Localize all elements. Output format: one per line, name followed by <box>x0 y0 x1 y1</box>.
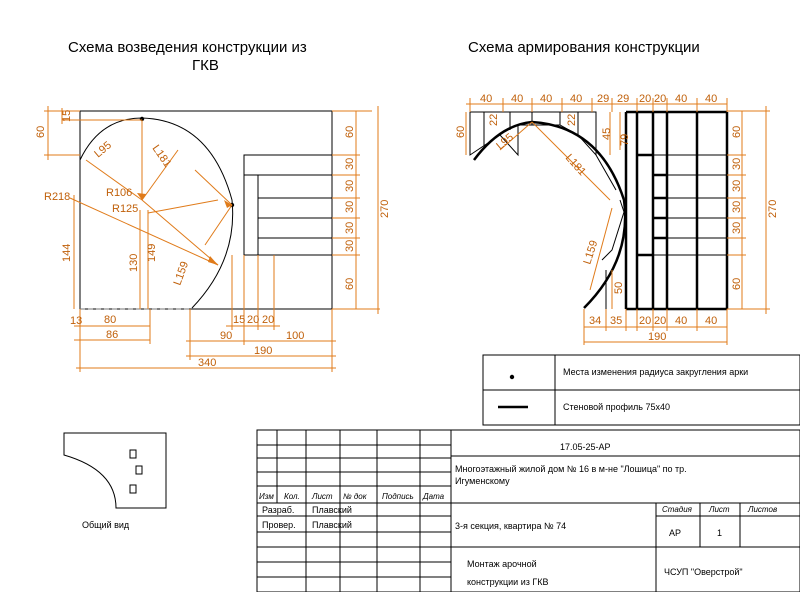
svg-text:29: 29 <box>617 93 630 105</box>
svg-text:270: 270 <box>379 199 391 218</box>
svg-text:45: 45 <box>601 127 613 140</box>
developer-name: Плавский <box>312 505 352 515</box>
svg-text:L95: L95 <box>92 139 114 161</box>
left-title-line1: Схема возведения конструкции из <box>68 39 307 56</box>
svg-text:40: 40 <box>675 315 688 327</box>
svg-text:Подпись: Подпись <box>382 492 414 501</box>
checker-name: Плавский <box>312 520 352 530</box>
svg-text:340: 340 <box>198 357 217 369</box>
svg-text:40: 40 <box>540 93 553 105</box>
svg-text:30: 30 <box>344 239 356 252</box>
svg-text:40: 40 <box>570 93 583 105</box>
svg-text:40: 40 <box>705 93 718 105</box>
legend-dot-icon <box>510 375 514 379</box>
svg-text:30: 30 <box>344 179 356 192</box>
svg-text:L181: L181 <box>149 142 174 170</box>
legend <box>483 355 800 425</box>
svg-text:30: 30 <box>344 157 356 170</box>
title-block <box>257 430 800 592</box>
svg-text:60: 60 <box>35 125 47 138</box>
left-drawing <box>35 106 391 372</box>
svg-text:№ док: № док <box>343 492 367 501</box>
svg-text:144: 144 <box>61 243 73 262</box>
drawing-title-line1: Монтаж арочной <box>467 559 537 569</box>
svg-text:15: 15 <box>233 314 246 326</box>
svg-text:20: 20 <box>654 93 667 105</box>
svg-text:22: 22 <box>566 113 578 126</box>
svg-text:190: 190 <box>648 331 667 343</box>
legend-line-label: Стеновой профиль 75х40 <box>563 402 670 412</box>
svg-text:30: 30 <box>731 157 743 170</box>
svg-text:20: 20 <box>262 314 275 326</box>
svg-text:60: 60 <box>344 125 356 138</box>
svg-text:Лист: Лист <box>312 492 333 501</box>
stage-value: АР <box>669 528 682 538</box>
svg-text:20: 20 <box>247 314 260 326</box>
overview <box>64 433 166 530</box>
svg-text:80: 80 <box>104 314 117 326</box>
svg-text:20: 20 <box>639 93 652 105</box>
svg-text:100: 100 <box>286 330 305 342</box>
svg-text:Кол.: Кол. <box>284 492 300 501</box>
svg-text:Лист: Лист <box>709 505 730 514</box>
svg-text:15: 15 <box>61 109 73 122</box>
svg-text:270: 270 <box>767 199 779 218</box>
svg-text:90: 90 <box>220 330 233 342</box>
svg-text:40: 40 <box>511 93 524 105</box>
svg-text:60: 60 <box>731 125 743 138</box>
section-text: 3-я секция, квартира № 74 <box>455 521 567 531</box>
right-title: Схема армирования конструкции <box>468 39 700 56</box>
svg-text:L159: L159 <box>171 259 192 288</box>
svg-text:190: 190 <box>254 345 273 357</box>
svg-text:30: 30 <box>731 200 743 213</box>
svg-text:22: 22 <box>488 113 500 126</box>
svg-text:60: 60 <box>731 277 743 290</box>
svg-text:13: 13 <box>70 315 83 327</box>
svg-text:Стадия: Стадия <box>662 505 692 514</box>
svg-text:Дата: Дата <box>423 492 445 501</box>
project-line2: Игуменскому <box>455 476 510 486</box>
svg-text:30: 30 <box>731 221 743 234</box>
svg-text:30: 30 <box>344 221 356 234</box>
sheet-value: 1 <box>717 528 723 538</box>
svg-text:Изм: Изм <box>259 492 274 501</box>
svg-text:40: 40 <box>675 93 688 105</box>
svg-text:79: 79 <box>619 133 631 146</box>
svg-text:30: 30 <box>731 179 743 192</box>
svg-text:R218: R218 <box>44 191 71 203</box>
left-dimension-lines <box>44 106 380 372</box>
svg-text:29: 29 <box>597 93 610 105</box>
project-line1: Многоэтажный жилой дом № 16 в м-не "Лошица" по тр. <box>455 464 687 474</box>
svg-text:40: 40 <box>705 315 718 327</box>
svg-text:L181: L181 <box>562 151 589 179</box>
role-checker: Провер. <box>262 520 296 530</box>
svg-text:Листов: Листов <box>748 505 778 514</box>
svg-text:40: 40 <box>480 93 493 105</box>
right-drawing <box>455 93 779 345</box>
drawing-code: 17.05-25-АР <box>560 442 611 452</box>
svg-text:L159: L159 <box>581 238 601 266</box>
svg-text:20: 20 <box>654 315 667 327</box>
left-title-line2: ГКВ <box>192 57 219 74</box>
svg-text:149: 149 <box>146 243 158 262</box>
svg-text:60: 60 <box>455 125 467 138</box>
svg-text:86: 86 <box>106 329 119 341</box>
svg-text:L95: L95 <box>494 131 516 153</box>
svg-text:34: 34 <box>589 315 602 327</box>
svg-text:50: 50 <box>613 281 625 294</box>
svg-text:R125: R125 <box>112 203 139 215</box>
company-name: ЧСУП "Оверстрой" <box>664 567 743 577</box>
right-arch-profile <box>474 122 625 308</box>
left-dimension-labels <box>35 110 391 369</box>
svg-text:130: 130 <box>128 253 140 272</box>
svg-text:60: 60 <box>344 277 356 290</box>
svg-text:R106: R106 <box>106 187 133 199</box>
right-shelves <box>626 112 727 309</box>
overview-label: Общий вид <box>82 520 130 530</box>
drawing-title-line2: конструкции из ГКВ <box>467 577 549 587</box>
svg-text:30: 30 <box>344 200 356 213</box>
svg-text:20: 20 <box>639 315 652 327</box>
legend-dot-label: Места изменения радиуса закругления арки <box>563 367 749 377</box>
role-developer: Разраб. <box>262 505 295 515</box>
left-shelves <box>244 155 332 255</box>
svg-text:35: 35 <box>610 315 623 327</box>
